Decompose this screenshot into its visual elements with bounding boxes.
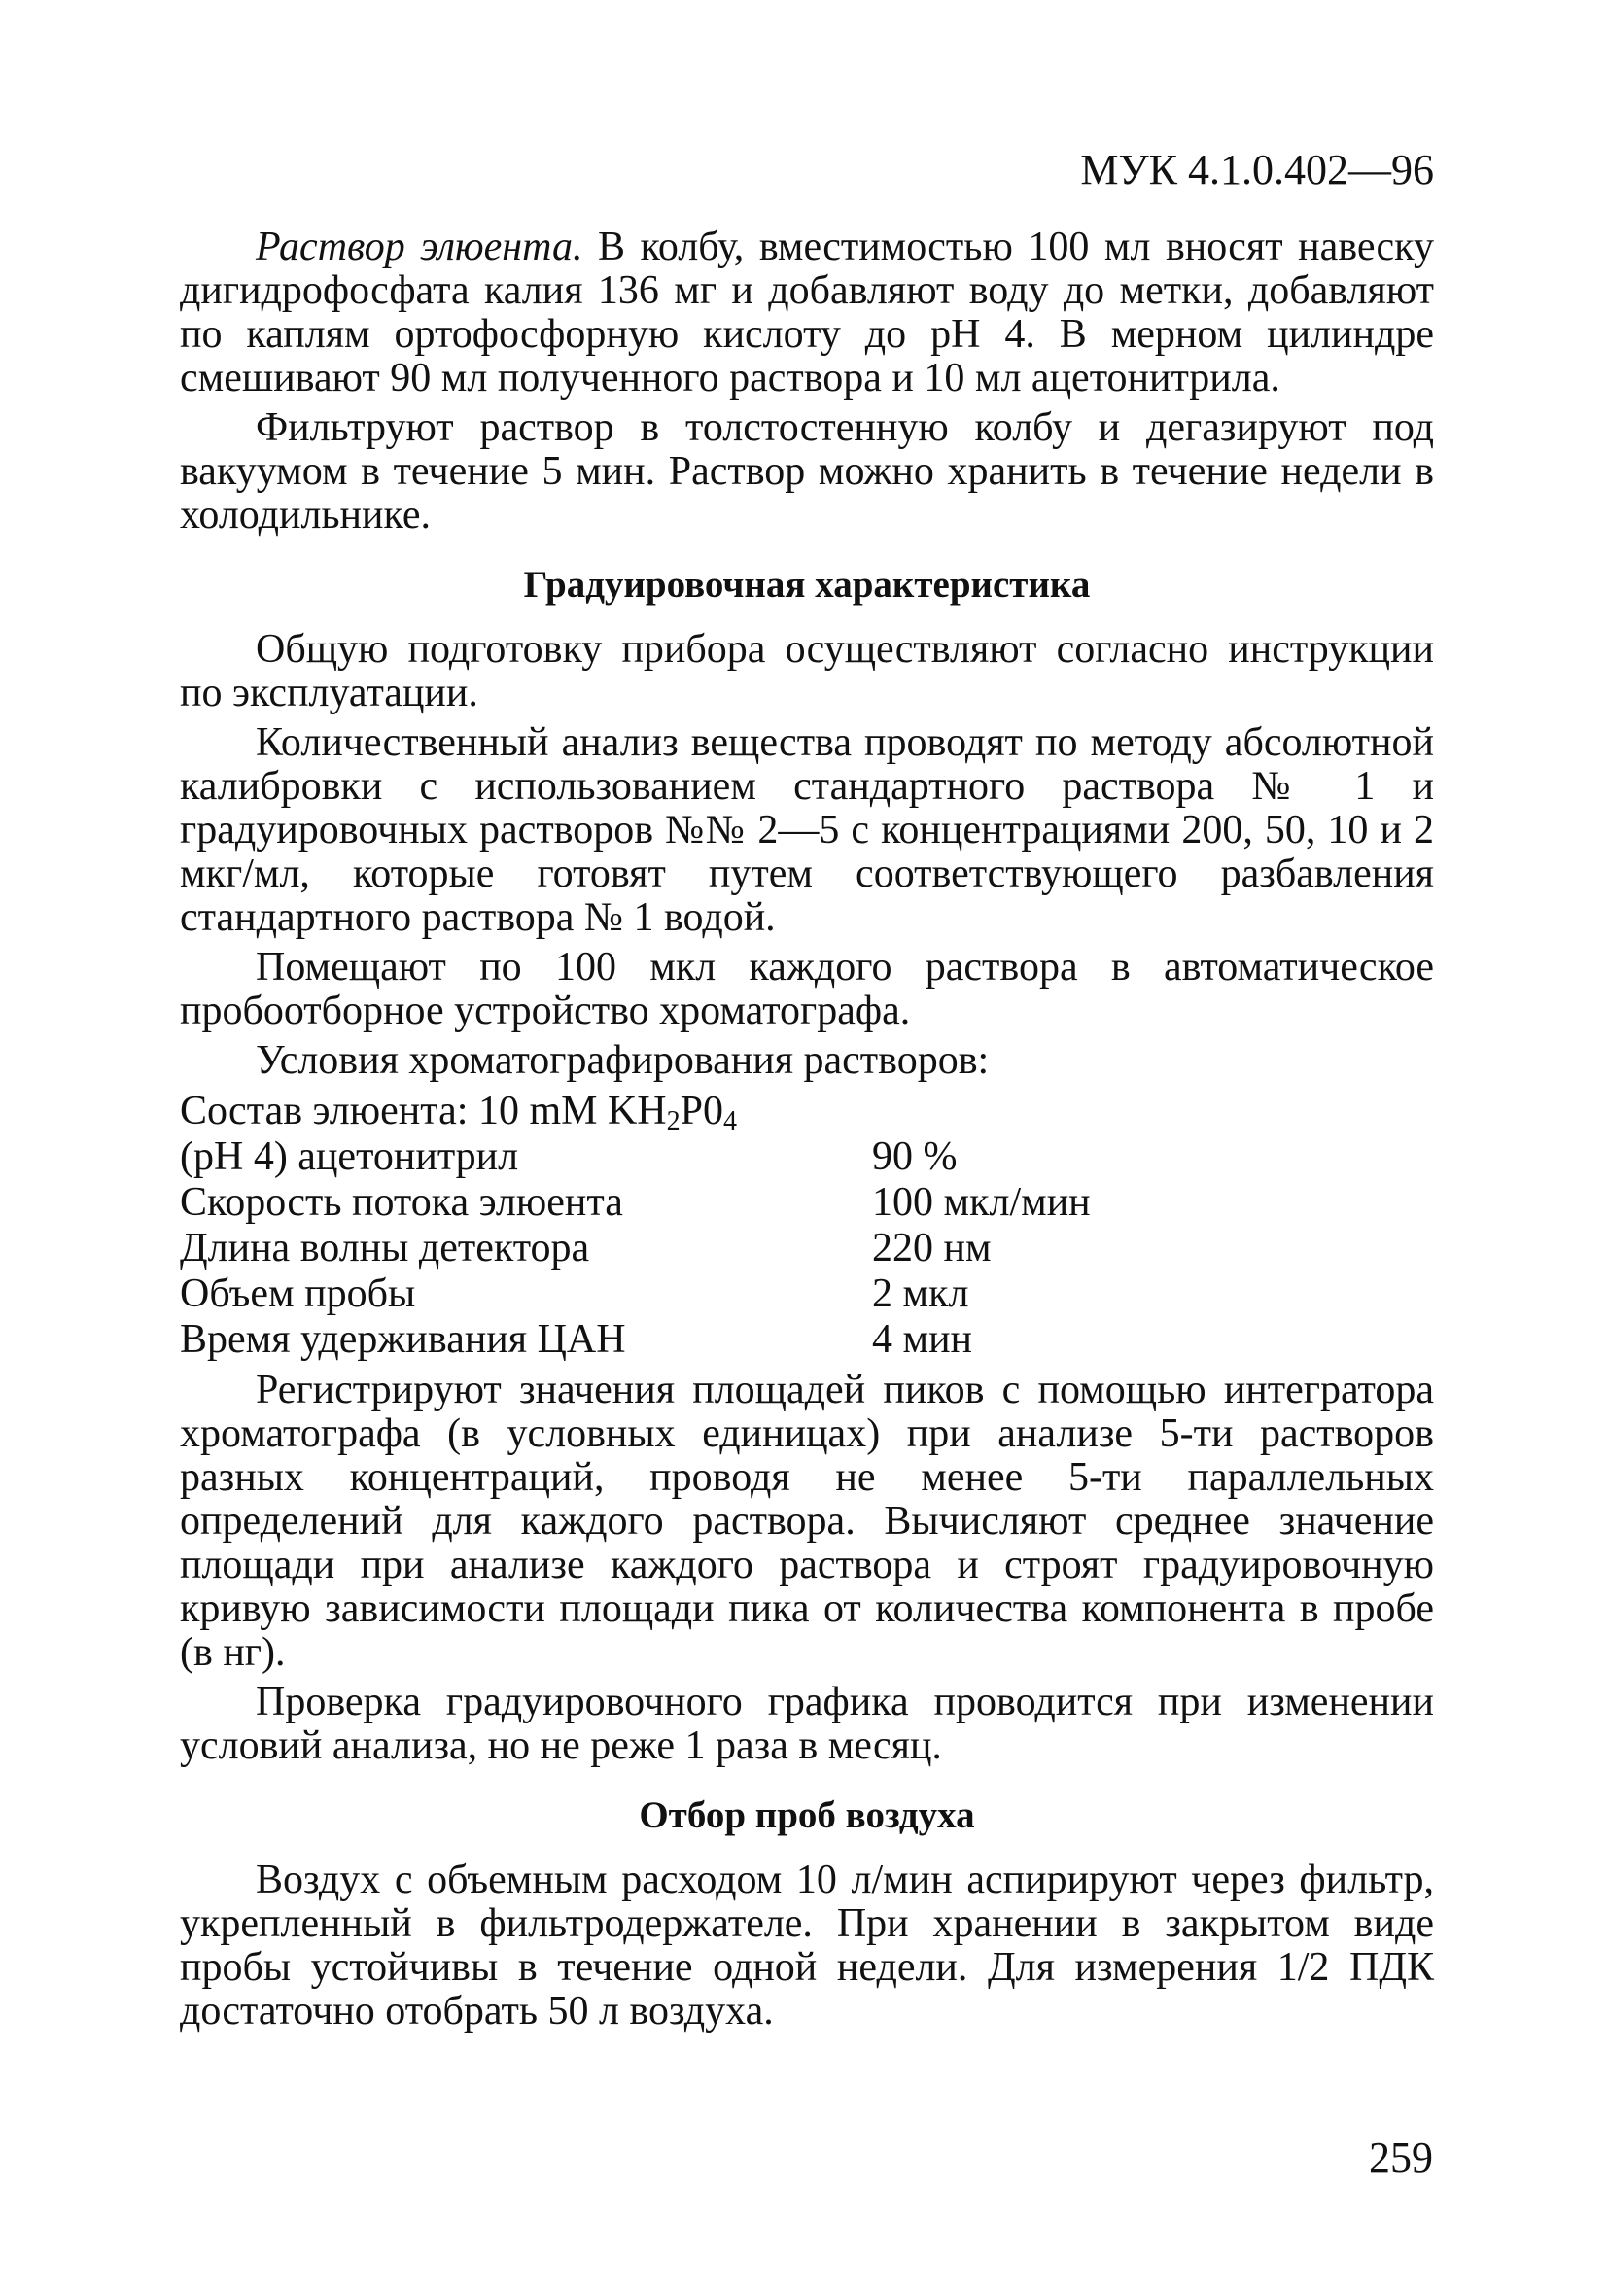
eluent-formula-prefix: Состав элюента: 10 mM KH [180, 1089, 667, 1133]
sampling-heading: Отбор проб воздуха [639, 1794, 975, 1836]
condition-value: 90 % [872, 1134, 958, 1179]
condition-row [180, 1317, 1434, 1363]
condition-label: (рН 4) ацетонитрил [180, 1134, 519, 1179]
eluent-formula-sub2: 4 [722, 1106, 737, 1136]
conditions-eluent-line [180, 1089, 1434, 1134]
calibration-paragraph-1: Общую подготовку прибора осуществляют согласно инструкции по эксплуатации. [180, 627, 1434, 715]
condition-row [180, 1134, 1434, 1180]
registration-paragraph-1: Регистрируют значения площадей пиков с помощью интегратора хроматографа (в условных единицах) при анализе 5-ти растворов разных концентраций, проводя не менее 5-ти параллельных определений для каждого раствора. Вычисляют среднее значение площади при анализе каждого раствора и строят градуировочную кривую зависимости площади пика от количества компонента в пробе (в нг). [180, 1368, 1434, 1675]
eluent-formula-mid: P0 [680, 1089, 723, 1133]
calibration-paragraph-2: Количественный анализ вещества проводят по методу абсолютной калибровки с использованием стандартного раствора № 1 и градуировочных растворов №№ 2—5 с концентрациями 200, 50, 10 и 2 мкг/мл, которые готовят путем соответствующего разбавления стандартного раствора № 1 водой. [180, 720, 1434, 940]
filter-paragraph: Фильтруют раствор в толстостенную колбу и дегазируют под вакуумом в течение 5 мин. Раствор можно хранить в течение недели в холодильнике. [180, 405, 1434, 538]
condition-value: 2 мкл [872, 1271, 969, 1316]
conditions-table [180, 1089, 1434, 1363]
condition-label: Длина волны детектора [180, 1226, 590, 1270]
condition-value: 100 мкл/мин [872, 1180, 1091, 1225]
eluent-formula-sub1: 2 [666, 1106, 681, 1136]
calibration-paragraph-3: Помещают по 100 мкл каждого раствора в автоматическое пробоотборное устройство хроматографа. [180, 945, 1434, 1033]
condition-label: Объем пробы [180, 1271, 416, 1316]
page-number: 259 [1369, 2134, 1433, 2181]
condition-label: Время удерживания ЦАН [180, 1317, 626, 1362]
condition-row [180, 1271, 1434, 1317]
condition-row [180, 1180, 1434, 1226]
condition-value: 4 мин [872, 1317, 973, 1362]
sampling-paragraph: Воздух с объемным расходом 10 л/мин аспирируют через фильтр, укрепленный в фильтродержателе. При хранении в закрытом виде пробы устойчивы в течение одной недели. Для измерения 1/2 ПДК достаточно отобрать 50 л воздуха. [180, 1858, 1434, 2034]
calibration-heading: Градуировочная характеристика [523, 564, 1091, 606]
conditions-intro: Условия хроматографирования растворов: [256, 1038, 990, 1083]
eluent-paragraph [180, 226, 1434, 400]
document-code: МУК 4.1.0.402—96 [1080, 146, 1434, 193]
document-page [180, 146, 1434, 2039]
registration-paragraph-2: Проверка градуировочного графика проводится при изменении условий анализа, но не реже 1 раза в месяц. [180, 1680, 1434, 1768]
condition-row [180, 1226, 1434, 1271]
condition-label: Скорость потока элюента [180, 1180, 623, 1225]
condition-value: 220 нм [872, 1226, 992, 1270]
eluent-lead: Раствор элюента. [256, 225, 583, 269]
eluent-text: В колбу, вместимостью 100 мл вносят навеску дигидрофосфата калия 136 мг и добавляют воду до метки, добавляют по каплям ортофосфорную кислоту до рН 4. В мерном цилиндре смешивают 90 мл полученного раствора и 10 мл ацетонитрила. [180, 225, 1434, 400]
